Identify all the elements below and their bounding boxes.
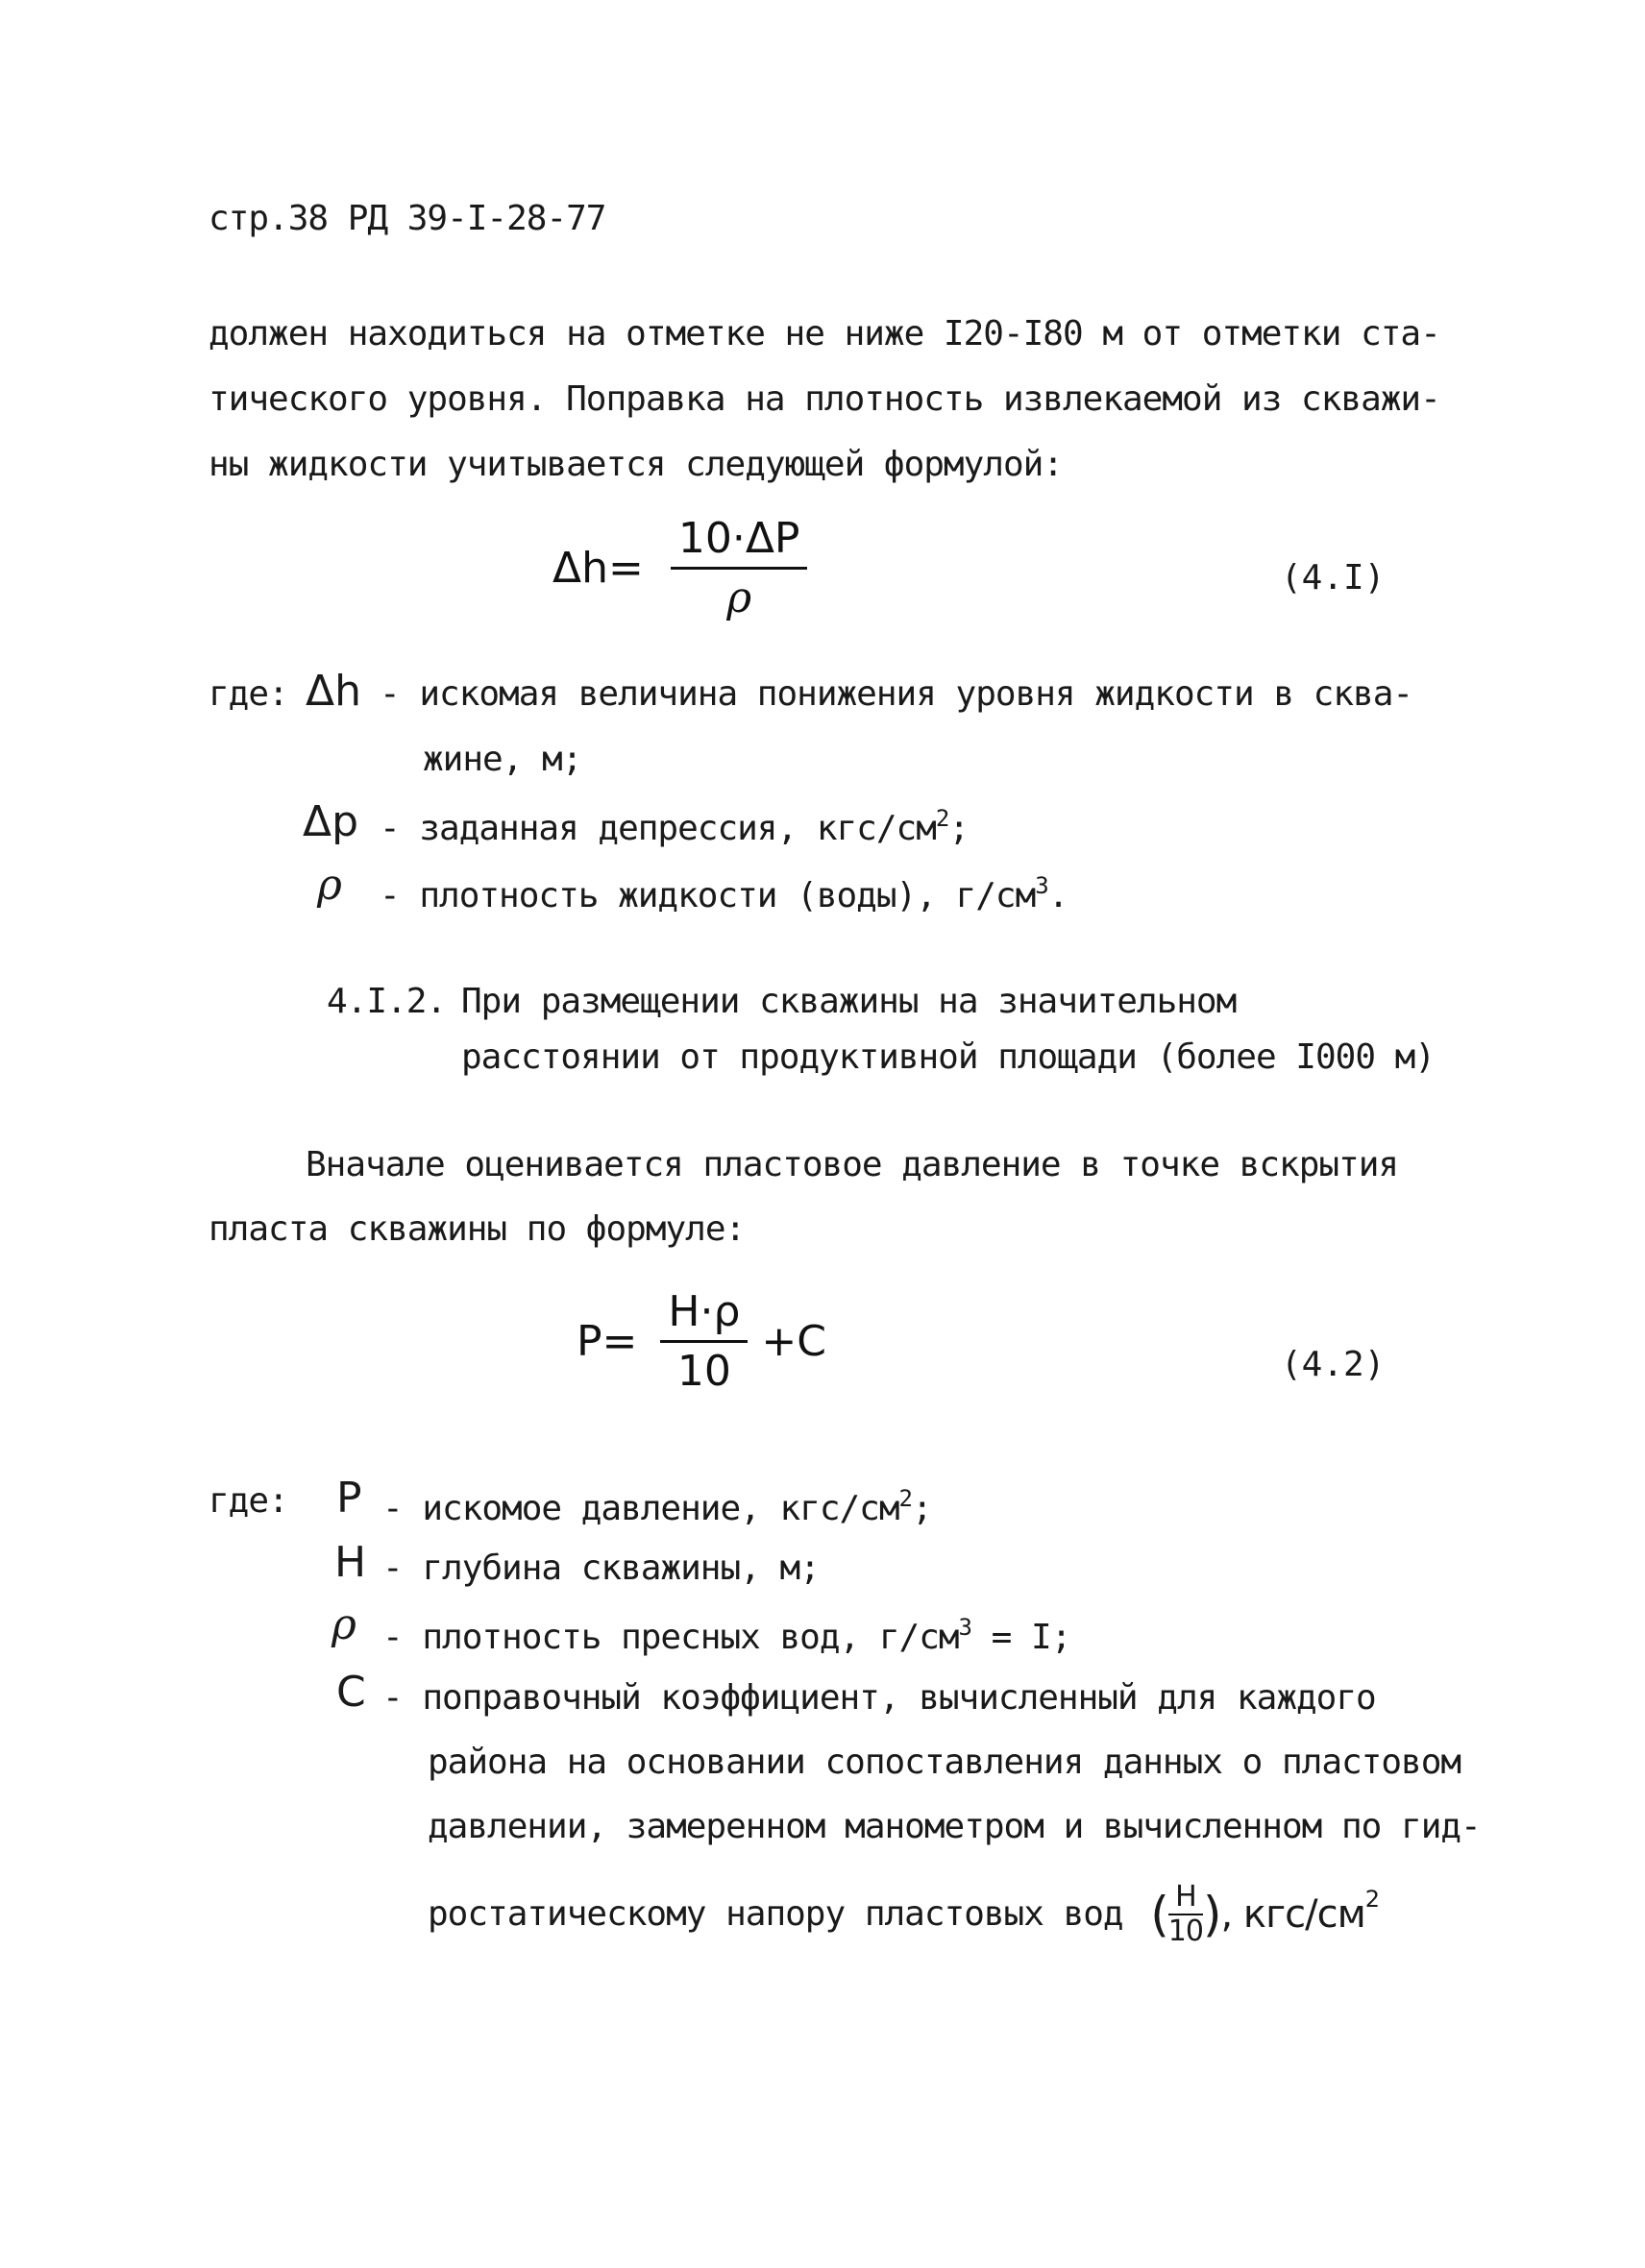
where-1-symbol-delta-h: Δh [306,667,361,716]
where-2-symbol-p: P [336,1474,362,1523]
where-1-def-rho-text: - плотность жидкости (воды), г/см [380,876,1036,915]
paragraph-2-line-2: пласта скважины по формуле: [209,1209,746,1249]
formula-4-1-fraction [671,514,808,622]
where-2-symbol-h: H [334,1538,367,1587]
paragraph-1-line-2: тического уровня. Поправка на плотность извлекаемой из скважи- [209,379,1440,419]
where-2-def-p-sup: 2 [898,1485,912,1512]
formula-4-2-number: (4.2) [1281,1345,1386,1384]
fraction-bar [660,1340,748,1343]
where-1-def-delta-p [380,807,969,846]
formula-4-2-numerator: H·ρ [668,1287,741,1336]
paragraph-1-line-1: должен находиться на отметке не ниже I20-I80 м от отметки ста- [209,314,1440,354]
formula-4-1-lhs: Δh= [552,544,644,593]
where-1-label: где: [209,674,288,714]
where-2-def-rho-text: - плотность пресных вод, г/см [382,1618,959,1657]
fraction-bar [671,567,808,570]
formula-4-2 [577,1287,826,1396]
where-1-symbol-rho: ρ [317,861,342,910]
where-2-symbol-c: C [336,1668,366,1717]
where-2-def-h: - глубина скважины, м; [382,1549,820,1588]
where-2-def-c-line-2: района на основании сопоставления данных о пластовом [428,1743,1461,1782]
where-2-def-c-line-4-text: ростатическому напору пластовых вод [428,1894,1123,1934]
formula-4-2-tail: +C [761,1317,827,1366]
inline-fraction-denominator: 10 [1167,1914,1203,1948]
where-2-def-p-tail: ; [911,1489,932,1528]
formula-4-2-fraction [660,1287,748,1396]
inline-fraction-numerator: H [1175,1880,1196,1914]
where-1-def-delta-p-sup: 2 [935,805,949,832]
where-1-def-delta-p-tail: ; [948,809,970,848]
close-paren: ) [1202,1887,1221,1942]
page-header: стр.38 РД 39-I-28-77 [209,199,606,238]
open-paren: ( [1150,1887,1168,1942]
formula-4-1 [552,514,807,622]
where-2-def-p [382,1487,932,1526]
where-1-symbol-delta-p: Δp [303,797,359,846]
formula-4-1-denominator: ρ [726,573,752,622]
section-number: 4.I.2. [327,982,447,1021]
where-1-def-rho-tail: . [1047,876,1068,915]
section-title-line-1: При размещении скважины на значительном [461,982,1237,1021]
paragraph-2-line-1: Вначале оценивается пластовое давление в точке вскрытия [306,1145,1399,1184]
formula-4-1-numerator: 10·ΔP [677,514,800,563]
where-2-def-c-line-4 [428,1880,1380,1948]
where-1-def-delta-p-text: - заданная депрессия, кгс/см [380,809,936,848]
where-2-def-rho-sup: 3 [958,1614,971,1641]
formula-4-2-lhs: P= [577,1317,638,1366]
where-1-def-rho-sup: 3 [1035,872,1048,899]
where-1-def-rho [380,874,1068,914]
section-title-line-2: расстоянии от продуктивной площади (более I000 м) [461,1037,1436,1077]
where-1-def-delta-h-line-1: - искомая величина понижения уровня жидкости в сква- [380,674,1413,714]
where-2-inline-fraction [1167,1880,1203,1948]
where-2-def-p-text: - искомое давление, кгс/см [382,1489,899,1528]
paragraph-1-line-3: ны жидкости учитывается следующей формулой: [209,445,1063,484]
unit-text: , кгс/см [1220,1892,1365,1937]
where-2-def-c-line-1: - поправочный коэффициент, вычисленный для каждого [382,1678,1376,1718]
where-1-def-delta-h-line-2: жине, м; [423,740,582,779]
where-2-def-c-line-3: давлении, замеренном манометром и вычисленном по гид- [428,1807,1481,1846]
where-2-def-rho-tail: = I; [971,1618,1071,1657]
unit-sup: 2 [1364,1886,1380,1913]
formula-4-1-number: (4.I) [1281,558,1386,597]
where-2-symbol-rho: ρ [331,1600,356,1649]
where-2-def-rho [382,1616,1070,1655]
where-2-label: где: [209,1481,288,1521]
formula-4-2-denominator: 10 [676,1347,731,1396]
